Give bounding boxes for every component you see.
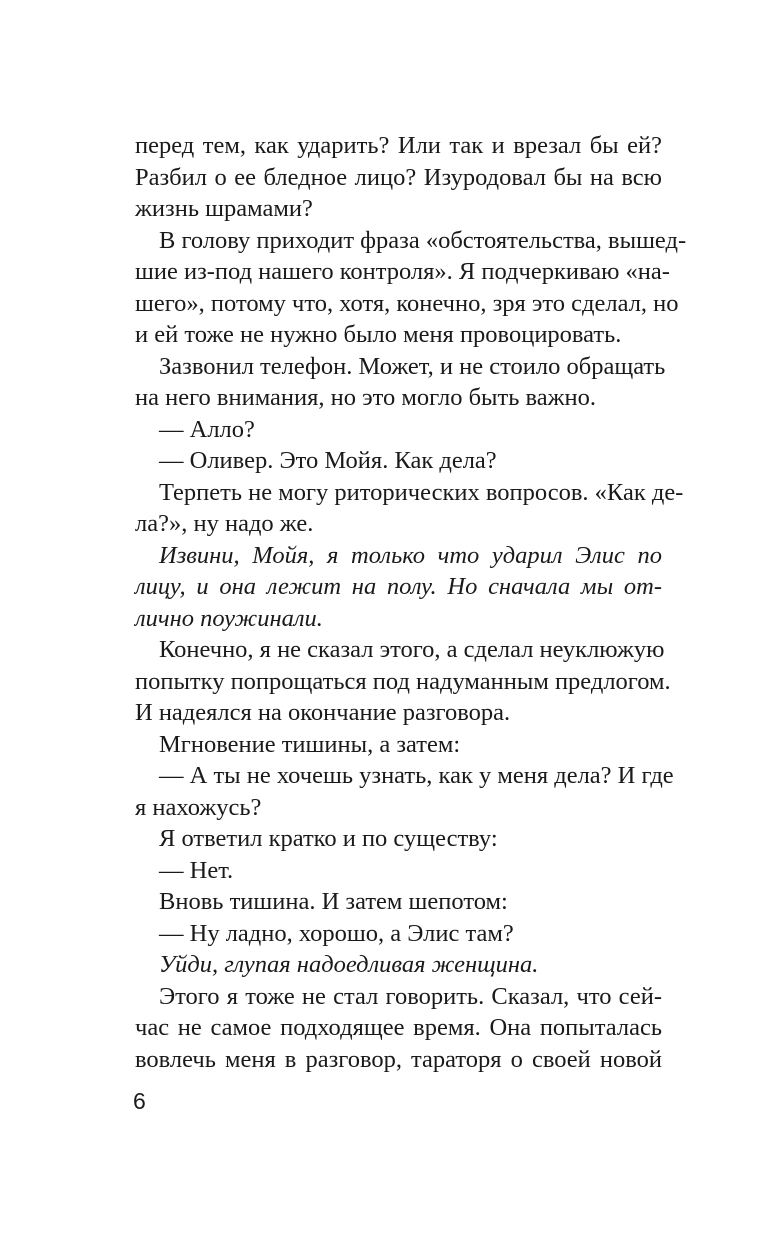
text-line: — Алло? [159,415,255,443]
text-line: жизнь шрамами? [135,195,313,222]
text-line: час не самое подходящее время. Она попыталась [135,1014,662,1041]
text-line: Разбил о ее бледное лицо? Изуродовал бы на всю [135,163,662,191]
paragraph [135,760,674,823]
text-line: вовлечь меня в разговор, тараторя о своей новой [135,1045,662,1073]
text-line: И надеялся на окончание разговора. [135,699,511,726]
paragraph [135,981,662,1076]
paragraph [135,949,662,981]
text-line: лично поужинали. [135,604,323,632]
text-line: Извини, Мойя, я только что ударил Элис по [159,541,662,569]
text-line: Мгновение тишины, а затем: [159,730,461,758]
text-line: Этого я тоже не стал говорить. Сказал, что сей- [159,982,662,1010]
text-line: и ей тоже не нужно было меня провоцировать. [135,321,622,348]
paragraph [135,886,662,918]
paragraph [135,225,687,351]
paragraph [135,540,662,635]
text-line: — А ты не хочешь узнать, как у меня дела? И где [159,762,674,789]
text-line: Я ответил кратко и по существу: [159,825,498,852]
paragraph [135,855,662,887]
paragraph [135,130,662,225]
text-line: на него внимания, но это могло быть важно. [135,384,597,411]
paragraph [135,477,684,540]
text-line: перед тем, как ударить? Или так и врезал бы ей? [135,132,662,159]
text-line: Уйди, глупая надоедливая женщина. [159,951,539,978]
text-line: шего», потому что, хотя, конечно, зря это сделал, но [135,289,679,317]
text-line: — Нет. [159,856,234,884]
paragraph [135,918,662,950]
text-line: шие из-под нашего контроля». Я подчеркиваю «на- [135,258,670,285]
text-line: Вновь тишина. И затем шепотом: [159,888,508,915]
page-number: 6 [133,1088,146,1114]
paragraph [135,351,666,414]
text-line: — Оливер. Это Мойя. Как дела? [159,447,497,474]
text-line: я нахожусь? [135,793,262,821]
text-line: лицу, и она лежит на полу. Но сначала мы от- [135,573,662,600]
paragraph [135,729,662,761]
page-text [135,130,687,1075]
paragraph [135,445,662,477]
text-line: Терпеть не могу риторических вопросов. «Как де- [159,478,684,506]
text-line: Конечно, я не сказал этого, а сделал неуклюжую [159,636,665,663]
text-line: В голову приходит фраза «обстоятельства, вышед- [159,226,687,254]
text-line: ла?», ну надо же. [135,510,314,537]
text-line: — Ну ладно, хорошо, а Элис там? [159,919,514,947]
text-line: попытку попрощаться под надуманным предлогом. [135,667,671,695]
paragraph [135,414,662,446]
paragraph [135,823,662,855]
text-line: Зазвонил телефон. Может, и не стоило обращать [159,352,666,380]
paragraph [135,634,671,729]
